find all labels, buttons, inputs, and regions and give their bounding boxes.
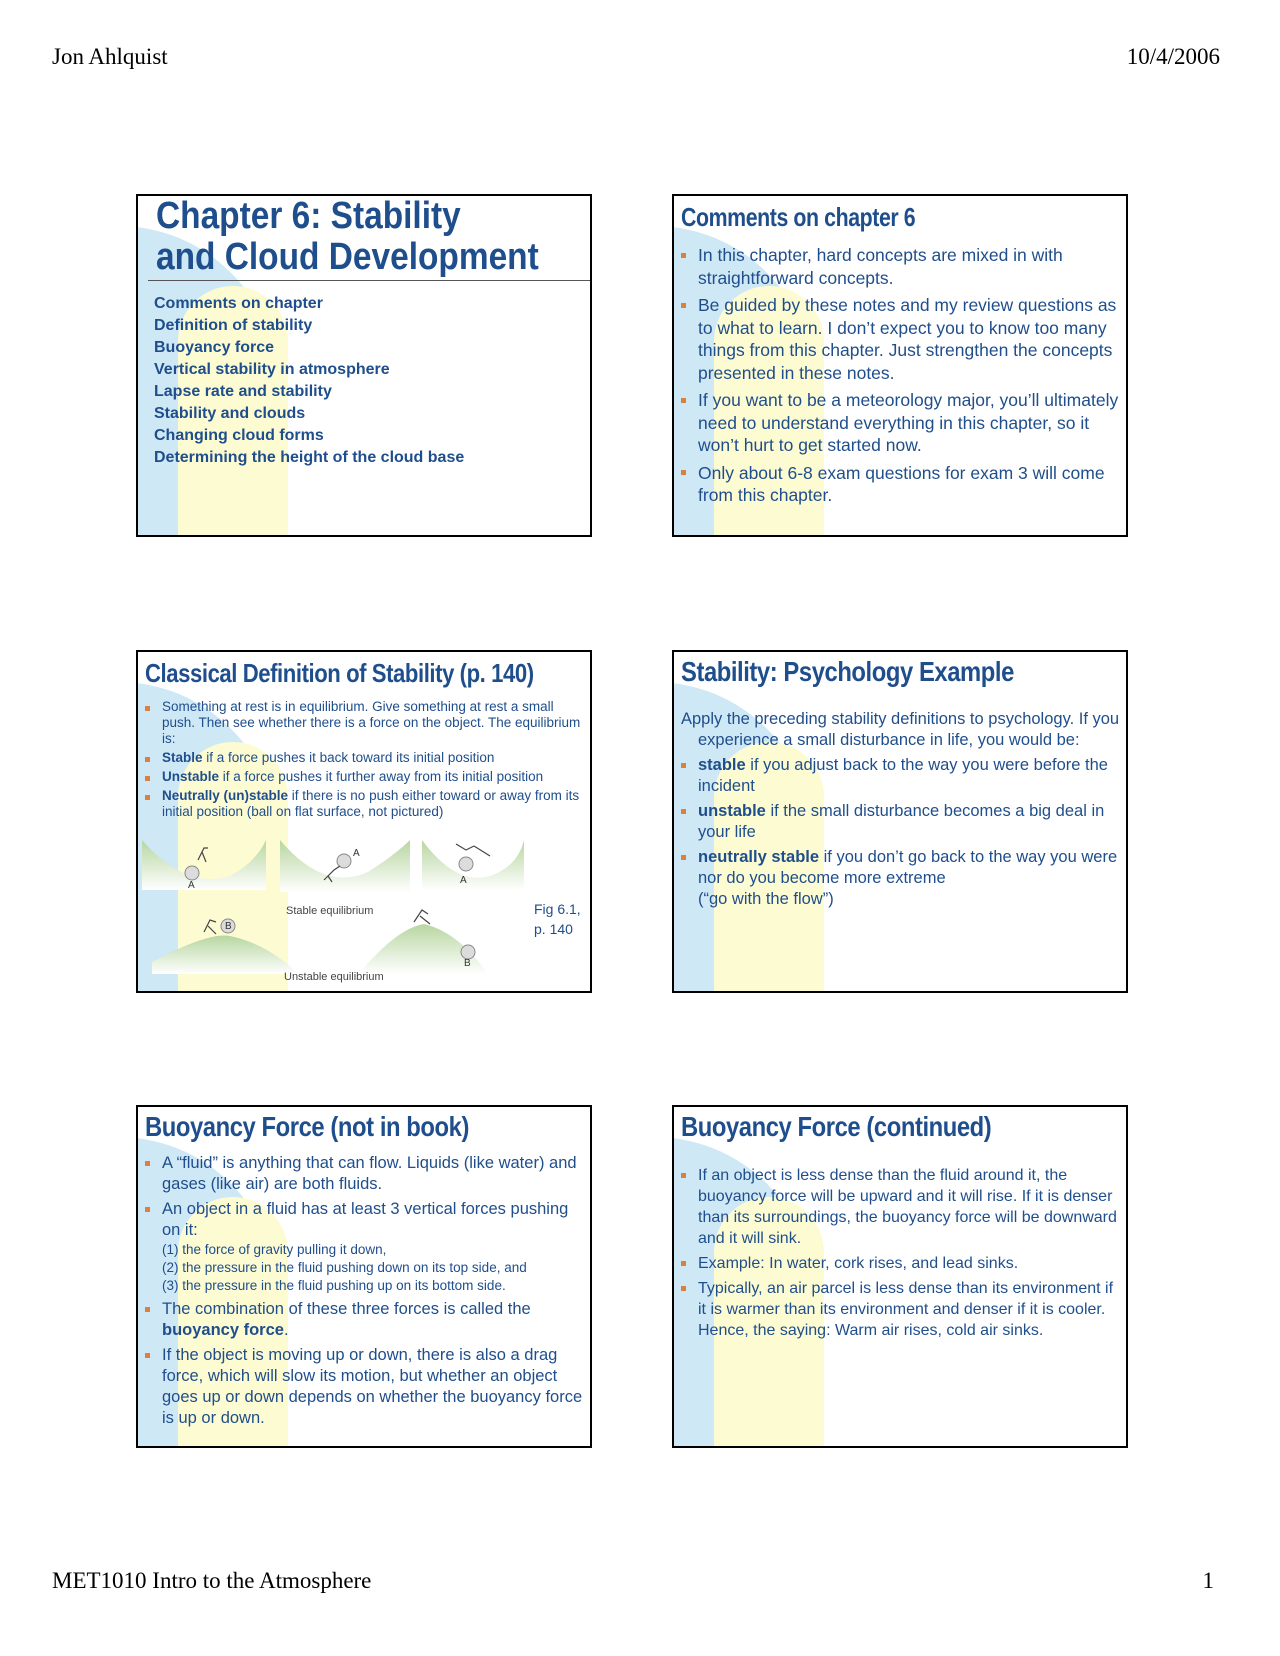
sub-item: (3) the pressure in the fluid pushing up on its bottom side.: [162, 1278, 506, 1293]
term: stable: [698, 756, 746, 774]
point-label-a: A: [460, 875, 467, 886]
outline-list: [154, 293, 464, 469]
term: Unstable: [162, 769, 220, 784]
author-name: Jon Ahlquist: [52, 44, 168, 69]
bullet: Only about 6-8 exam questions for exam 3 will come from this chapter.: [674, 462, 1120, 507]
bullet-list: [138, 699, 588, 820]
slide-2: [672, 194, 1128, 537]
term: Stable: [162, 750, 203, 765]
hill-shape: [152, 936, 298, 974]
bullet: The combination of these three forces is called the buoyancy force.: [138, 1299, 586, 1341]
slide-title: Comments on chapter 6: [681, 202, 916, 232]
outline-item: Stability and clouds: [154, 405, 306, 422]
unstable-equilibrium-label: Unstable equilibrium: [284, 971, 384, 983]
term: neutrally stable: [698, 848, 820, 866]
point-label-a: A: [353, 848, 360, 859]
title-line-1: Chapter 6: Stability: [156, 195, 461, 237]
sub-item: (1) the force of gravity pulling it down,: [162, 1242, 387, 1257]
outline-item: Vertical stability in atmosphere: [154, 361, 390, 378]
bullet-list: [138, 1153, 586, 1429]
slide-6: [672, 1105, 1128, 1448]
slide-title: [156, 196, 539, 278]
outline-item: Comments on chapter: [154, 295, 323, 312]
bullet-stable: stable if you adjust back to the way you were before the incident: [674, 755, 1120, 797]
slide-1: [136, 194, 592, 537]
date: 10/4/2006: [1126, 44, 1220, 69]
bullet-stable: Stable if a force pushes it back toward its initial position: [138, 750, 588, 766]
bullet-unstable: unstable if the small disturbance becomes a big deal in your life: [674, 801, 1120, 843]
stability-figure: [138, 832, 592, 993]
figure-sketch: [414, 910, 430, 924]
intro-text: Apply the preceding stability definitions to psychology. If you experience a small disturbance in life, you would be:: [681, 710, 1120, 749]
outline-item: Lapse rate and stability: [154, 383, 332, 400]
slide-4: [672, 650, 1128, 993]
bullet: A “fluid” is anything that can flow. Liquids (like water) and gases (like air) are both fluids.: [138, 1153, 586, 1195]
page-number: 1: [1202, 1568, 1214, 1593]
term: buoyancy force: [162, 1321, 284, 1339]
ball: [461, 945, 475, 959]
bullet-unstable: Unstable if a force pushes it further away from its initial position: [138, 769, 588, 785]
bullet: If you want to be a meteorology major, you’ll ultimately need to understand everything in this chapter, so it won’t hurt to get started now.: [674, 389, 1120, 457]
sub-item: (2) the pressure in the fluid pushing down on its top side, and: [162, 1260, 527, 1275]
point-label-a: A: [188, 880, 195, 891]
body: [674, 709, 1120, 910]
figure-caption: Fig 6.1, p. 140: [534, 901, 581, 937]
bullet: An object in a fluid has at least 3 vertical forces pushing on it: (1) the force of gravity pulling it down, (2) the pressure in the fluid pushing down on its top side, and (3) the pressure in the fluid pushing up on its bottom side.: [138, 1199, 586, 1295]
course-name: MET1010 Intro to the Atmosphere: [52, 1568, 372, 1593]
ball: [185, 866, 199, 880]
title-rule: [148, 280, 590, 281]
slide-title: Classical Definition of Stability (p. 140): [145, 658, 534, 688]
outline-item: Definition of stability: [154, 317, 313, 334]
bullet: In this chapter, hard concepts are mixed in with straightforward concepts.: [674, 244, 1120, 289]
bullet: Be guided by these notes and my review questions as to what to learn. I don’t expect you to know too many things from this chapter. Just strengthen the concepts presented in these notes.: [674, 294, 1120, 384]
figure-sketch: [204, 920, 216, 934]
term: Neutrally (un)stable: [162, 788, 289, 803]
outline-item: Determining the height of the cloud base: [154, 449, 465, 466]
term: unstable: [698, 802, 766, 820]
slide-title: Buoyancy Force (continued): [681, 1111, 992, 1142]
bullet: Something at rest is in equilibrium. Give something at rest a small push. Then see whether there is a force on the object. The equilibrium is:: [138, 699, 588, 747]
bullet: If an object is less dense than the fluid around it, the buoyancy force will be upward and it will rise. If it is denser than its surroundings, the buoyancy force will be downward and it will sink.: [674, 1165, 1120, 1249]
slide-5: [136, 1105, 592, 1448]
point-label-b: B: [225, 921, 232, 932]
bullet: Example: In water, cork rises, and lead sinks.: [674, 1253, 1120, 1274]
ball: [459, 857, 473, 871]
bullet: If the object is moving up or down, there is also a drag force, which will slow its motion, but whether an object goes up or down depends on whether the buoyancy force is up or down.: [138, 1345, 586, 1429]
bullet: Typically, an air parcel is less dense than its environment if it is warmer than its environment and denser if it is cooler. Hence, the saying: Warm air rises, cold air sinks.: [674, 1278, 1120, 1341]
slide-title: Stability: Psychology Example: [681, 656, 1014, 687]
bullet-neutral: neutrally stable if you don’t go back to the way you were nor do you become more extreme (“go with the flow”): [674, 847, 1120, 910]
outline-item: Changing cloud forms: [154, 427, 324, 444]
stable-equilibrium-label: Stable equilibrium: [286, 905, 374, 917]
bullet-neutral: Neutrally (un)stable if there is no push either toward or away from its initial position (ball on flat surface, not pictured): [138, 788, 588, 820]
bullet-list: [674, 244, 1120, 507]
figure-sketch: [456, 844, 490, 856]
bullet-list: [674, 1165, 1120, 1341]
slide-title: Buoyancy Force (not in book): [145, 1111, 469, 1142]
outline-item: Buoyancy force: [154, 339, 275, 356]
point-label-b: B: [464, 958, 471, 969]
figure-sketch: [198, 848, 208, 862]
slide-3: [136, 650, 592, 993]
title-line-2: and Cloud Development: [156, 236, 539, 278]
